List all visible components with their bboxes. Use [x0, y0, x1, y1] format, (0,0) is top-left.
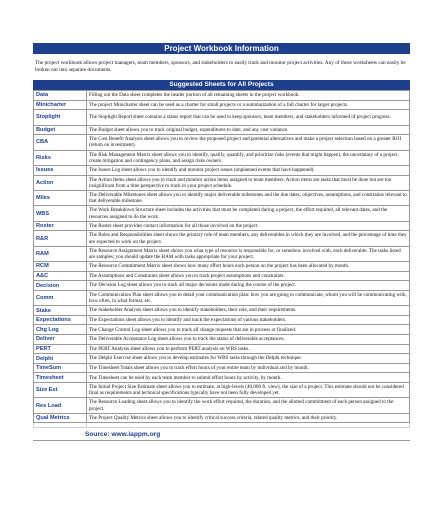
table-row: [34, 271, 410, 281]
sheet-name: TimeSum: [34, 363, 87, 373]
sheet-description: The Project Quality Metrics sheet allows you to identify critical success criteria, related quality metrics, and their priority.: [87, 413, 410, 423]
section-title: Suggested Sheets for All Projects: [33, 80, 410, 90]
sheet-description: The Roles and Responsibilities sheet shows the primary role of team members, any deliverables in which they are involved, and the percentage of time they are expected to work on the project.: [87, 231, 410, 246]
table-row: [34, 135, 410, 150]
sheet-name: Minicharter: [34, 100, 87, 110]
spacer-row: [34, 423, 410, 428]
sheet-name: Comm: [34, 290, 87, 305]
sheet-name: Issues: [34, 165, 87, 175]
sheet-name: Qual Metrics: [34, 413, 87, 423]
table-row: [34, 413, 410, 423]
sheet-description: The Initial Project Size Estimate sheet allows you to estimate, at high-levels (40,000 ft. view), the size of a project. This estimate should not be considered final as requirements and technical specifications typically have not been fully developed yet.: [87, 383, 410, 398]
table-row: [34, 206, 410, 221]
table-row: [34, 281, 410, 291]
sheet-description: The Resource Loading sheet allows you to identify the work effort required, the duration, and the allotted commitment of each person assigned to the project.: [87, 398, 410, 413]
intro-text: The project workbook allows project managers, team members, sponsors, and stakeholders to easily track and monitor project activities. Any of these worksheets can easily be broken out into separate documents.: [35, 60, 406, 73]
sheet-name: R&R: [34, 231, 87, 246]
table-row: [34, 373, 410, 383]
table-row: [34, 383, 410, 398]
table-row: [34, 306, 410, 316]
sheet-name: Chg Log: [34, 325, 87, 335]
sheets-table: [33, 90, 410, 428]
sheet-description: The project Minicharter sheet can be used as a charter for small projects or a summarization of a full charter for larger projects.: [87, 100, 410, 110]
sheet-name: Stake: [34, 306, 87, 316]
workbook-sheet: [33, 43, 410, 441]
sheet-description: The Stoplight Report sheet contains a status report that can be used to keep sponsors, team members, and stakeholders informed of project progress.: [87, 110, 410, 125]
sheet-name: WBS: [34, 206, 87, 221]
table-row: [34, 290, 410, 305]
sheet-description: The Budget sheet allows you to track original budget, expenditures to date, and any cost variance.: [87, 125, 410, 135]
table-row: [34, 315, 410, 325]
page-title: Project Workbook Information: [33, 43, 410, 54]
table-row: [34, 262, 410, 272]
sheet-description: The Resource Commitment Matrix sheet shows how many effort hours each person on the project has been allocated by month.: [87, 262, 410, 272]
sheet-description: The Communication Plan sheet allows you to detail your communication plan: how you are going to communicate, whom you will be communicating with, how often, in what format, etc.: [87, 290, 410, 305]
sheet-description: The Timesheet Totals sheet allows you to track effort hours of your entire team by individual and by month.: [87, 363, 410, 373]
sheet-description: The Expectations sheet allows you to identify and track the expectations of various stakeholders.: [87, 315, 410, 325]
sheet-description: The Cost Benefit Analysis sheet allows you to review the proposed project and potential alternatives and make a project selection based on a greater ROI (return on investment).: [87, 135, 410, 150]
sheet-name: PERT: [34, 344, 87, 354]
sheet-name: Stoplight: [34, 110, 87, 125]
table-row: [34, 165, 410, 175]
table-row: [34, 175, 410, 190]
table-row: [34, 125, 410, 135]
sheet-description: The Risk Management Matrix sheet allows you to identify, qualify, quantify, and prioritize risks (events that might happen), the uncertainty of a project, create mitigation and contingency plans, and assign risks owners.: [87, 150, 410, 165]
sheet-name: Budget: [34, 125, 87, 135]
sheet-name: CBA: [34, 135, 87, 150]
table-row: [34, 246, 410, 261]
sheet-name: Timesheet: [34, 373, 87, 383]
sheet-name: A&C: [34, 271, 87, 281]
sheet-name: RAM: [34, 246, 87, 261]
sheet-description: The Roster sheet provides contact information for all those involved on the project.: [87, 221, 410, 231]
sheet-description: The Issues Log sheet allows you to identify and monitor project issues (unplanned events that have happened).: [87, 165, 410, 175]
table-row: [34, 354, 410, 364]
spacer-cell: [87, 423, 410, 428]
sheet-name: Roster: [34, 221, 87, 231]
sheet-description: The PERT Analysis sheet allows you to perform PERT analysis on WBS tasks.: [87, 344, 410, 354]
sheet-description: The Resource Assignment Matrix sheet shows you what type of resource is responsible for, or somehow involved with, each deliverable. The tasks listed are samples; you should update the RAM with tasks appropriate for your project.: [87, 246, 410, 261]
table-row: [34, 100, 410, 110]
sheet-description: The Stakeholder Analysis sheet allows you to identify stakeholders, their role, and their requirements.: [87, 306, 410, 316]
table-row: [34, 363, 410, 373]
source-link[interactable]: Source: www.iappm.org: [33, 428, 410, 441]
sheet-description: The Change Control Log sheet allows you to track all change requests that are in process or finalized.: [87, 325, 410, 335]
sheet-description: The Deliverable Milestones sheet allows you to identify major deliverable milestones and the due dates, objectives, assumptions, and constraints relevant to that deliverable milestone.: [87, 190, 410, 205]
sheet-name: Delphi: [34, 354, 87, 364]
sheet-name: Res Load: [34, 398, 87, 413]
sheet-name: Size Est: [34, 383, 87, 398]
table-row: [34, 190, 410, 205]
sheet-description: The Assumptions and Constraints sheet allows you to track project assumptions and constraints.: [87, 271, 410, 281]
table-row: [34, 221, 410, 231]
sheet-name: RCM: [34, 262, 87, 272]
table-row: [34, 110, 410, 125]
sheet-description: The Action Items sheet allows you to track and monitor action items assigned to team members. Action items are tasks that must be done but are too insignificant from a time perspective to track in your project schedule.: [87, 175, 410, 190]
sheet-name: Decision: [34, 281, 87, 291]
spacer-cell: [34, 423, 87, 428]
sheet-name: Expectations: [34, 315, 87, 325]
sheet-description: The Work Breakdown Structure sheet includes the activities that must be completed during a project, the effort required, all relevant dates, and the resources assigned to do the work.: [87, 206, 410, 221]
table-row: [34, 91, 410, 101]
sheet-description: The Delphi Exercise sheet allows you to develop estimates for WBS tasks through the Delphi technique.: [87, 354, 410, 364]
sheet-name: Miles: [34, 190, 87, 205]
sheet-description: The Timesheet can be used by each team member to submit effort hours by activity, by month.: [87, 373, 410, 383]
sheet-name: Data: [34, 91, 87, 101]
table-row: [34, 325, 410, 335]
sheet-description: The Deliverable Acceptance Log sheet allows you to track the status of deliverable acceptances.: [87, 335, 410, 345]
sheet-name: Action: [34, 175, 87, 190]
sheet-name: Risks: [34, 150, 87, 165]
table-row: [34, 344, 410, 354]
table-row: [34, 335, 410, 345]
table-row: [34, 398, 410, 413]
sheet-description: The Decision Log sheet allows you to track all major decisions made during the course of the project.: [87, 281, 410, 291]
sheet-name: Deliver: [34, 335, 87, 345]
sheet-description: Filling out the Data sheet completes the header portion of all remaining sheets in the project workbook.: [87, 91, 410, 101]
table-row: [34, 150, 410, 165]
table-row: [34, 231, 410, 246]
